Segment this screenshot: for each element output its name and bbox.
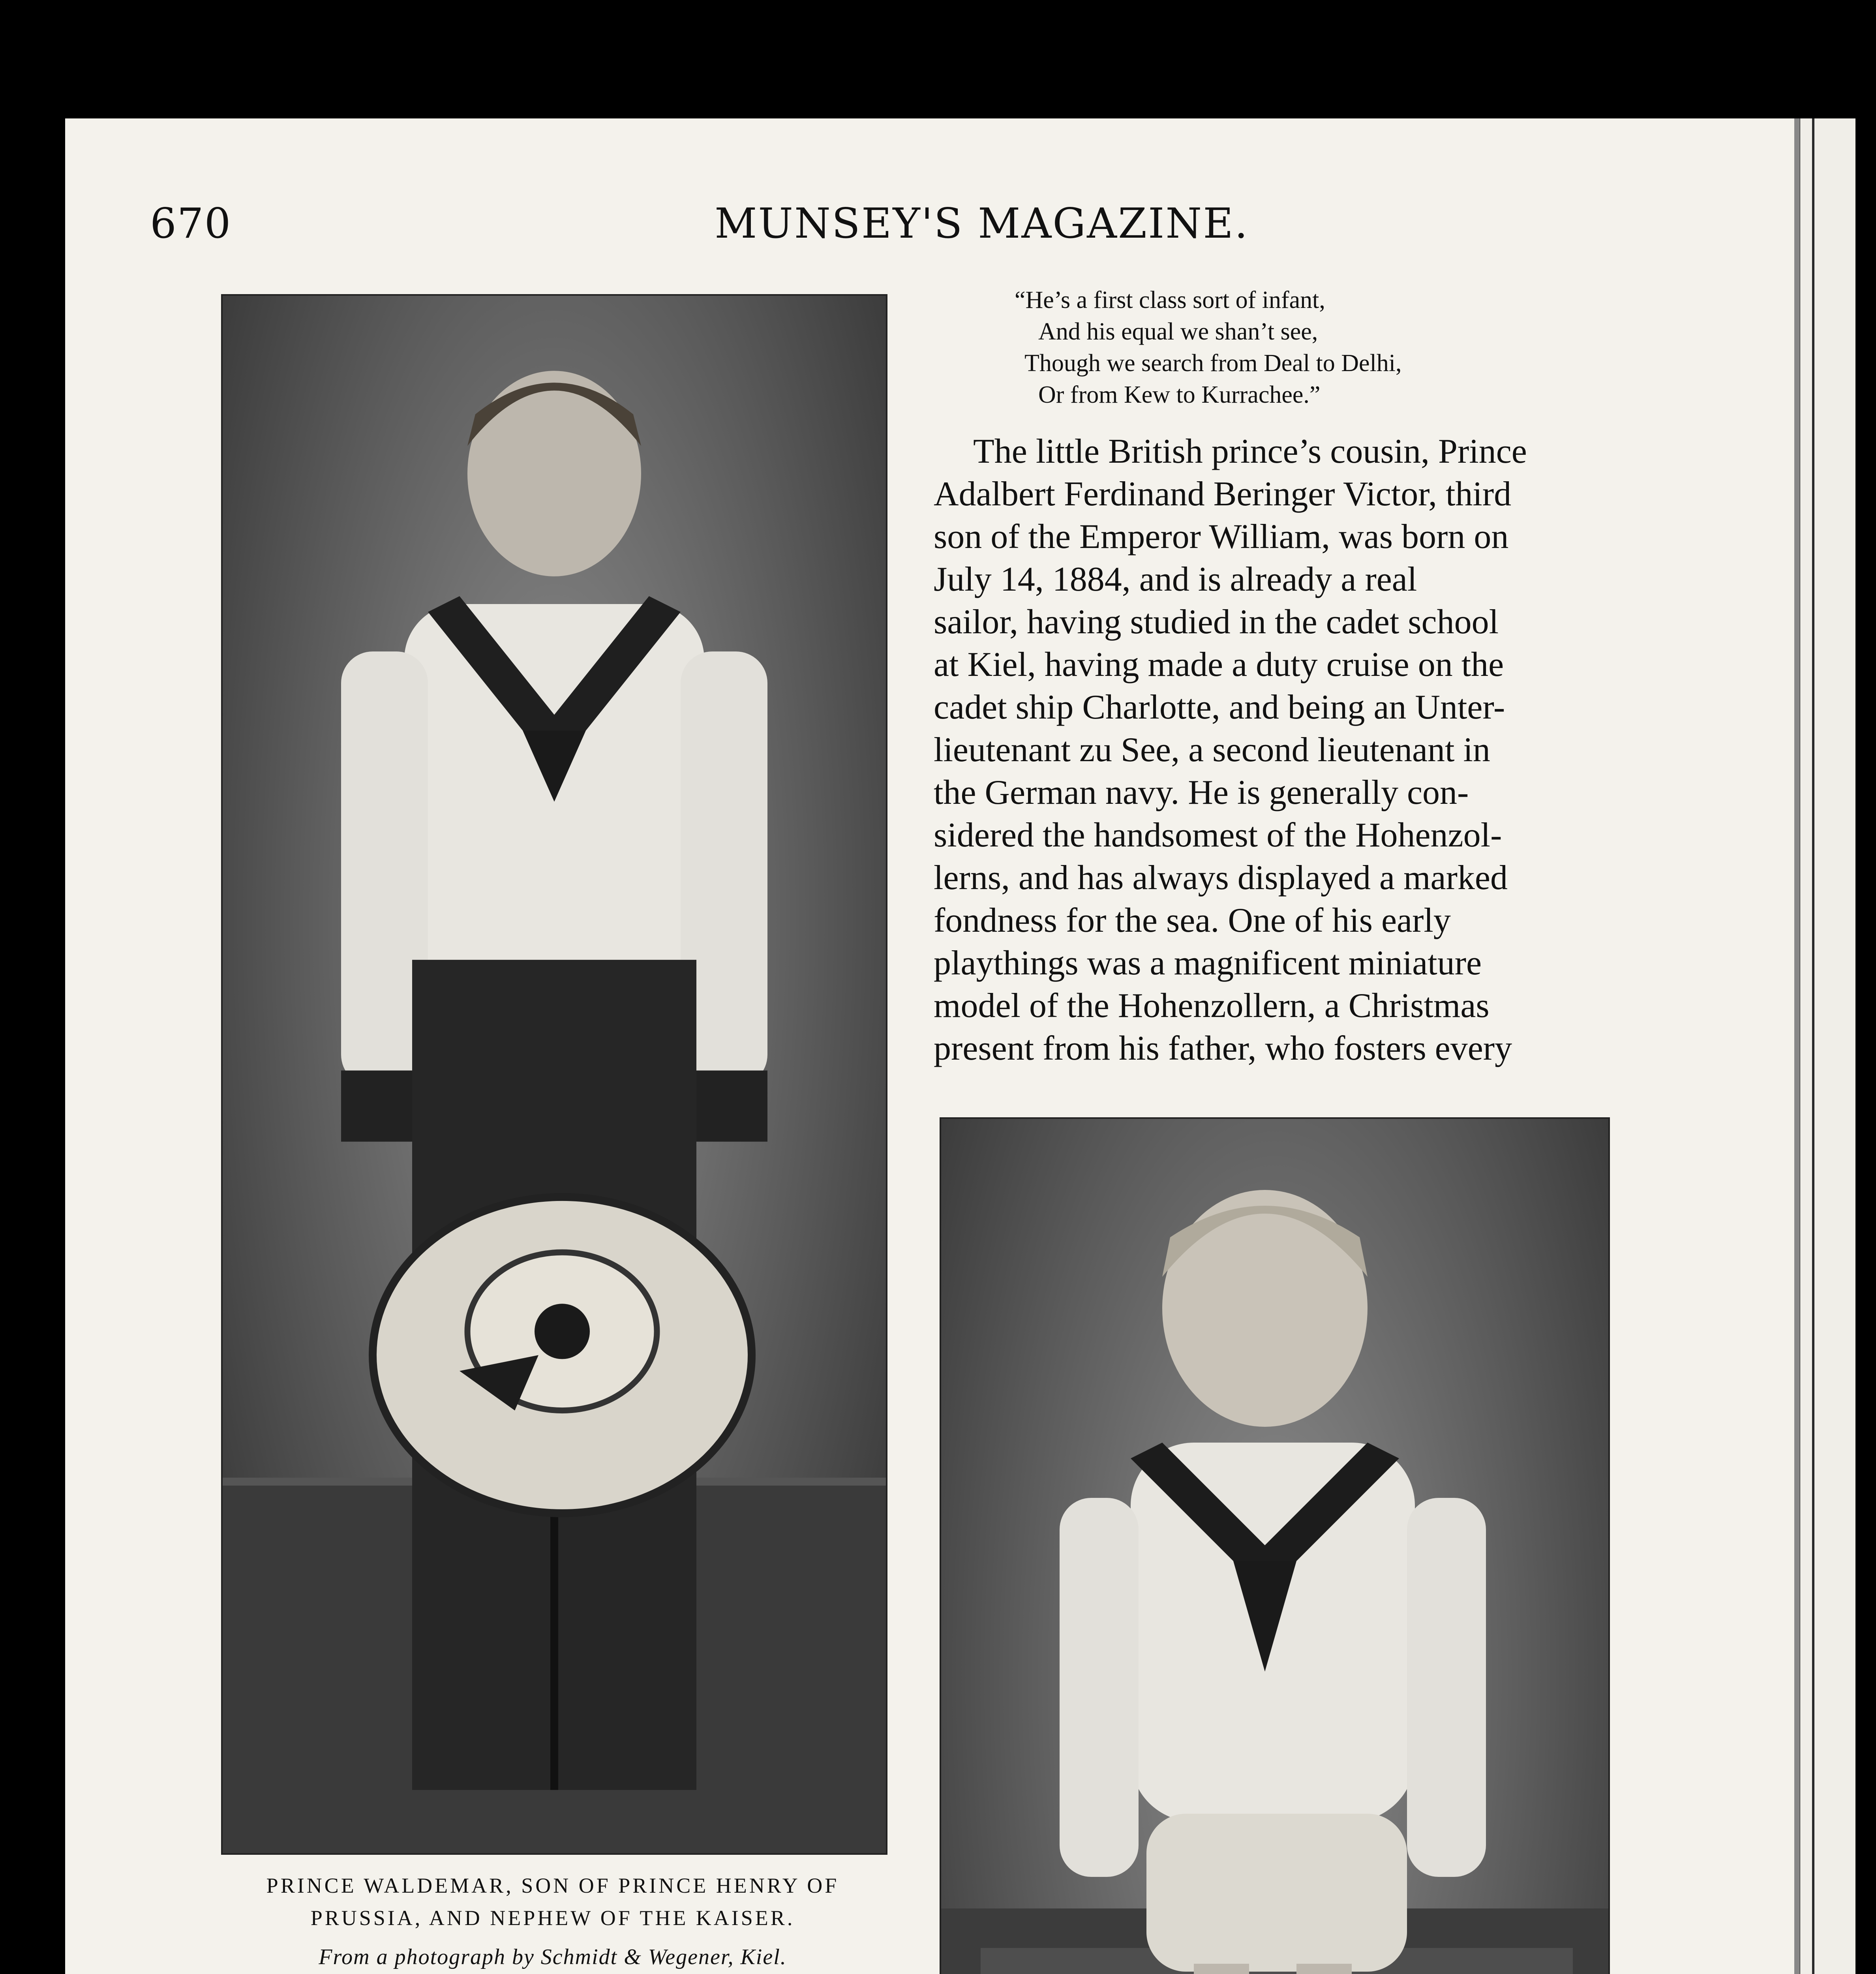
- text-line: lerns, and has always displayed a marked: [934, 859, 1508, 897]
- photo-prince-edward: [940, 1117, 1610, 1974]
- caption-left-line-2: PRUSSIA, AND NEPHEW OF THE KAISER.: [310, 1906, 795, 1930]
- text-line: sailor, having studied in the cadet school: [934, 603, 1499, 641]
- seated-boy-illustration: [941, 1119, 1608, 1974]
- poem-line: “He’s a first class sort of infant,: [1015, 287, 1325, 313]
- page-fold-line: [1812, 118, 1814, 1974]
- next-page-edge: [1800, 118, 1855, 1974]
- credit-left: From a photograph by Schmidt & Wegener, Kiel.: [319, 1945, 787, 1969]
- text-line: July 14, 1884, and is already a real: [934, 560, 1417, 599]
- text-line: son of the Emperor William, was born on: [934, 518, 1509, 556]
- caption-left-line-1: PRINCE WALDEMAR, SON OF PRINCE HENRY OF: [266, 1874, 839, 1897]
- boy-with-hat-illustration: [223, 296, 886, 1853]
- infant-poem: [1011, 284, 1642, 411]
- text-line: fondness for the sea. One of his early: [934, 901, 1451, 940]
- page-number: 670: [150, 199, 232, 248]
- text-line: The little British prince’s cousin, Prince: [973, 432, 1527, 471]
- text-line: sidered the handsomest of the Hohenzol-: [934, 816, 1502, 854]
- text-line: model of the Hohenzollern, a Christmas: [934, 987, 1490, 1025]
- text-line: present from his father, who fosters every: [934, 1029, 1512, 1068]
- poem-line: Though we search from Deal to Delhi,: [1024, 350, 1402, 377]
- text-line: at Kiel, having made a duty cruise on the: [934, 645, 1504, 684]
- article-right-column: [934, 430, 1621, 1070]
- poem-line: Or from Kew to Kurrachee.”: [1038, 381, 1321, 408]
- text-line: lieutenant zu See, a second lieutenant in: [934, 731, 1490, 769]
- text-line: playthings was a magnificent miniature: [934, 944, 1482, 982]
- poem-line: And his equal we shan’t see,: [1038, 318, 1318, 345]
- photo-prince-waldemar: [221, 294, 887, 1855]
- text-line: cadet ship Charlotte, and being an Unter-: [934, 688, 1505, 726]
- text-line: Adalbert Ferdinand Beringer Victor, third: [934, 475, 1512, 513]
- caption-left: [209, 1869, 896, 1934]
- running-title: MUNSEY'S MAGAZINE.: [715, 199, 1249, 248]
- text-line: the German navy. He is generally con-: [934, 773, 1469, 812]
